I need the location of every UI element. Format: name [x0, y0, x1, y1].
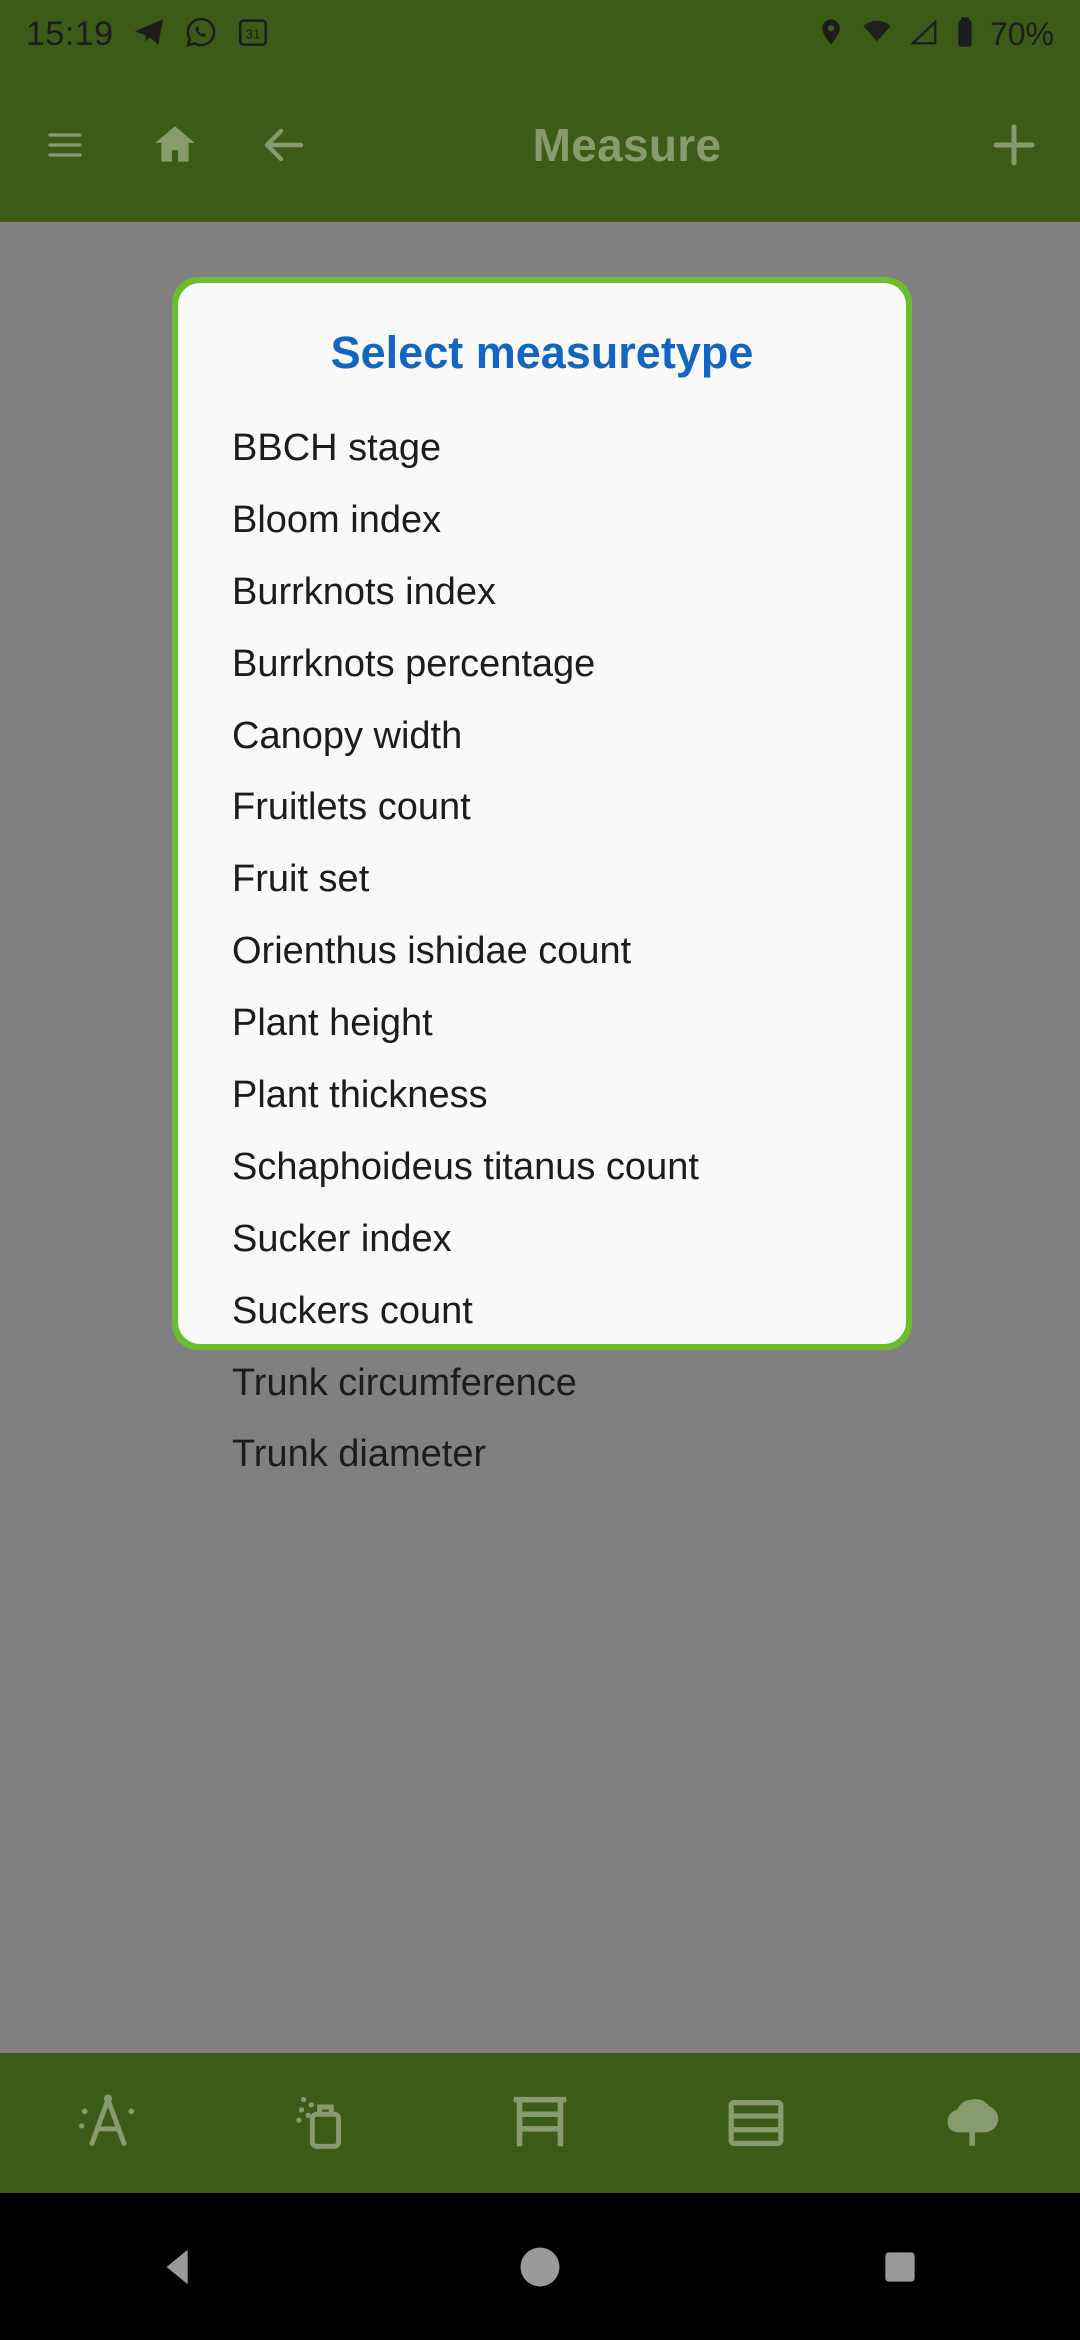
list-item[interactable]: Trunk circumference: [232, 1361, 577, 1404]
location-icon: [816, 17, 846, 52]
list-item[interactable]: Fruitlets count: [232, 786, 471, 829]
android-back-button[interactable]: [0, 2244, 360, 2290]
rows-list-icon[interactable]: [648, 2053, 864, 2193]
status-clock: 15:19: [26, 14, 114, 53]
list-item[interactable]: Schaphoideus titanus count: [232, 1145, 699, 1188]
list-item[interactable]: Burrknots percentage: [232, 642, 596, 685]
dialog-title: Select measuretype: [330, 327, 754, 378]
android-home-button[interactable]: [360, 2241, 720, 2293]
battery-percent: 70%: [989, 15, 1054, 52]
list-item[interactable]: Orienthus ishidae count: [232, 930, 632, 973]
page-title: Measure: [532, 119, 722, 171]
app-bar: [0, 68, 1080, 222]
trellis-icon[interactable]: [432, 2053, 648, 2193]
list-item[interactable]: Suckers count: [232, 1289, 473, 1332]
list-item[interactable]: Fruit set: [232, 858, 370, 901]
status-bar-left: [26, 15, 270, 54]
spray-tank-icon[interactable]: [216, 2053, 432, 2193]
list-item[interactable]: Bloom index: [232, 498, 442, 541]
tree-icon[interactable]: [864, 2053, 1080, 2193]
signal-icon: [908, 17, 940, 52]
map-measure-icon[interactable]: [0, 2053, 216, 2193]
android-system-nav: [0, 2193, 1080, 2340]
telegram-icon: [132, 15, 166, 54]
list-item[interactable]: Plant height: [232, 1002, 433, 1045]
android-recents-button[interactable]: [720, 2245, 1080, 2289]
svg-text:31: 31: [245, 25, 260, 41]
list-item[interactable]: Plant thickness: [232, 1074, 488, 1117]
status-bar-right: [816, 0, 1054, 68]
home-icon[interactable]: [120, 120, 230, 170]
bottom-navigation-bar: [0, 2053, 1080, 2193]
hamburger-menu-icon[interactable]: [10, 125, 120, 165]
wifi-icon: [860, 17, 894, 52]
plus-icon[interactable]: [954, 118, 1074, 172]
status-bar: [0, 0, 1080, 68]
select-measuretype-dialog: [172, 277, 912, 1476]
calendar-icon: [236, 15, 270, 54]
list-item[interactable]: Sucker index: [232, 1217, 452, 1260]
battery-icon: [954, 16, 976, 53]
list-item[interactable]: BBCH stage: [232, 427, 442, 469]
dialog-body: [178, 283, 906, 1476]
list-item[interactable]: Canopy width: [232, 714, 463, 757]
list-item[interactable]: Burrknots index: [232, 570, 497, 613]
list-item[interactable]: Trunk diameter: [232, 1433, 487, 1476]
whatsapp-icon: [184, 15, 218, 54]
